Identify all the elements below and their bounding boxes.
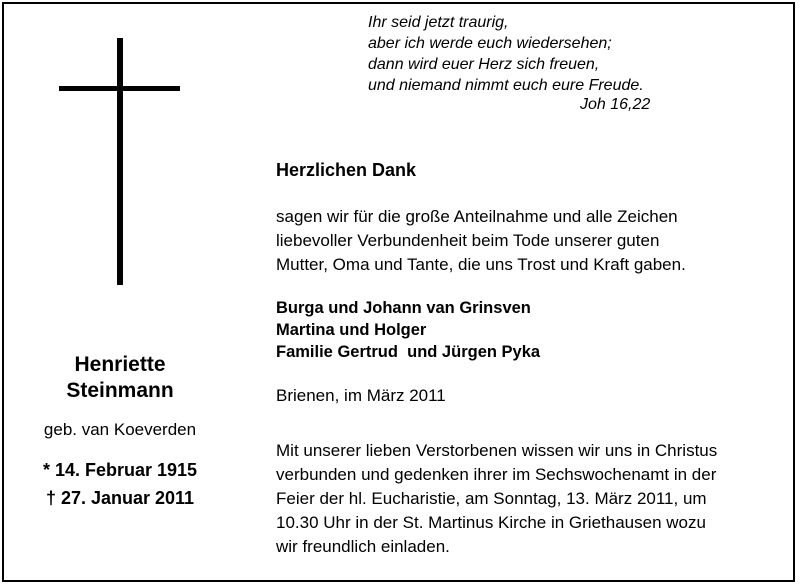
thanks-paragraph (276, 205, 686, 277)
place-date: Brienen, im März 2011 (276, 386, 446, 405)
cross-horizontal-bar (59, 86, 180, 91)
thanks-line: sagen wir für die große Anteilnahme und alle Zeichen (276, 207, 678, 226)
family-entry: Familie Gertrud und Jürgen Pyka (276, 343, 541, 361)
cross-vertical-bar (117, 38, 123, 285)
deceased-last-name: Steinmann (66, 379, 174, 402)
verse-line: aber ich werde euch wiedersehen; (368, 35, 612, 52)
thanks-title: Herzlichen Dank (276, 160, 417, 180)
verse-line: Ihr seid jetzt traurig, (368, 14, 509, 31)
family-entry: Martina und Holger (276, 321, 427, 339)
service-line: wir freundlich einladen. (276, 537, 450, 556)
death-date: † 27. Januar 2011 (45, 488, 195, 508)
verse-line: und niemand nimmt euch eure Freude. (368, 77, 644, 94)
service-line: Feier der hl. Eucharistie, am Sonntag, 13. März 2011, um (276, 489, 707, 508)
family-list (276, 297, 540, 363)
deceased-first-name: Henriette (74, 353, 166, 376)
service-line: Mit unserer lieben Verstorbenen wissen wir uns in Christus (276, 441, 718, 460)
maiden-name: geb. van Koeverden (43, 420, 197, 439)
thanks-line: Mutter, Oma und Tante, die uns Trost und Kraft gaben. (276, 255, 686, 274)
service-paragraph (276, 439, 717, 559)
verse-reference: Joh 16,22 (580, 96, 651, 113)
deceased-block (10, 352, 230, 512)
service-line: verbunden und gedenken ihrer im Sechswochenamt in der (276, 465, 717, 484)
verse-line: dann wird euer Herz sich freuen, (368, 56, 600, 73)
thanks-line: liebevoller Verbundenheit beim Tode unserer guten (276, 231, 660, 250)
service-line: 10.30 Uhr in der St. Martinus Kirche in Griethausen wozu (276, 513, 706, 532)
birth-date: * 14. Februar 1915 (42, 460, 198, 480)
life-dates (10, 456, 230, 512)
family-entry: Burga und Johann van Grinsven (276, 299, 531, 317)
bible-verse (368, 12, 644, 96)
